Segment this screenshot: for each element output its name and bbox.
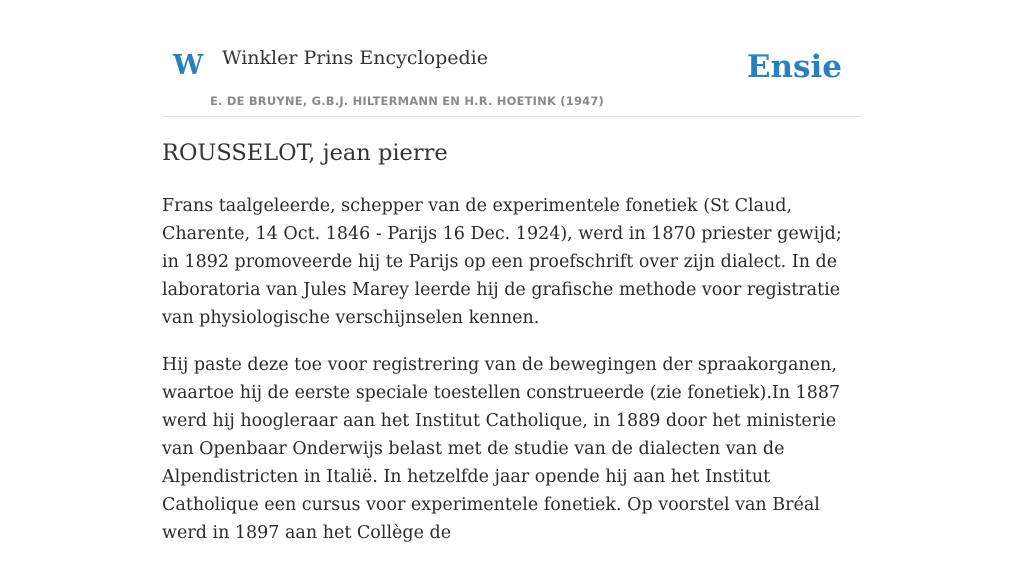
ensie-logo[interactable]: Ensie <box>746 49 842 85</box>
page-container <box>162 0 862 543</box>
publication-logo[interactable]: W <box>173 50 204 81</box>
site-header <box>162 0 862 117</box>
entry-title: ROUSSELOT, jean pierre <box>162 140 448 166</box>
entry-paragraph: Frans taalgeleerde, schepper van de experimentele fonetiek (St Claud, Charente, 14 Oct. 1846 - Parijs 16 Dec. 1924), werd in 1870 priester gewijd; in 1892 promoveerde hij te Parijs op een proefschrift over zijn dialect. In de laboratoria van Jules Marey leerde hij de grafische methode voor registratie van physiologische verschijnselen kennen. <box>162 196 842 328</box>
entry-body <box>162 192 862 566</box>
publication-title[interactable]: Winkler Prins Encyclopedie <box>222 47 488 69</box>
publication-authors: E. DE BRUYNE, G.B.J. HILTERMANN EN H.R. HOETINK (1947) <box>210 94 605 108</box>
entry-paragraph: Hij paste deze toe voor registrering van de bewegingen der spraakorganen, waartoe hij de eerste speciale toestellen construeerde (zie fonetiek).In 1887 werd hij hoogleraar aan het Institut Catholique, in 1889 door het ministerie van Openbaar Onderwijs belast met de studie van de dialecten van de Alpendistricten in Italië. In hetzelfde jaar opende hij aan het Institut Catholique een cursus voor experimentele fonetiek. Op voorstel van Bréal werd in 1897 aan het Collège de <box>162 355 841 543</box>
